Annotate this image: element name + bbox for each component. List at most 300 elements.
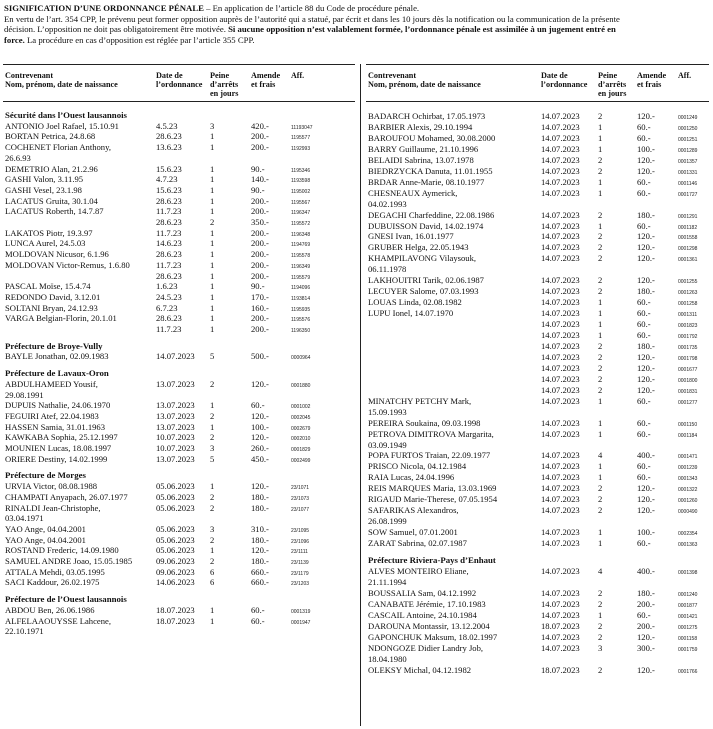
- cell-aff: 1195579: [291, 274, 311, 281]
- cell-peine: 2: [598, 154, 603, 165]
- cell-amende: 180.-: [251, 556, 269, 566]
- cell-aff: 1192993: [291, 146, 311, 153]
- cell-date: 09.06.2023: [156, 556, 195, 566]
- cell-amende: 140.-: [251, 174, 269, 185]
- cell-amende: 60.-: [251, 604, 265, 615]
- table-row: [3, 422, 355, 433]
- cell-aff: 23/1077: [291, 506, 310, 513]
- cell-name: DUBUISSON David, 14.02.1974: [368, 220, 484, 231]
- col-contrevenant: Contrevenant Nom, prénom, date de naissance: [5, 71, 118, 89]
- cell-aff: 0001421: [678, 613, 698, 620]
- cell-name: MOLDOVAN Victor-Remus, 1.6.80: [5, 259, 130, 270]
- cell-amende: 90.-: [251, 281, 265, 292]
- cell-peine: 2: [598, 111, 603, 121]
- cell-date: 15.6.23: [156, 184, 182, 195]
- cell-date: 10.07.2023: [156, 443, 195, 453]
- table-row: [3, 577, 355, 588]
- cell-amende: 310.-: [251, 523, 269, 534]
- cell-peine: 1: [210, 421, 215, 432]
- cell-aff: 1195576: [291, 317, 311, 324]
- cell-peine: 1: [598, 132, 603, 143]
- cell-name: LACATUS Roberth, 14.7.87: [5, 206, 104, 217]
- table-row: [366, 396, 709, 407]
- cell-date: 13.6.23: [156, 142, 182, 153]
- cell-peine: 1: [210, 400, 215, 411]
- cell-date: 14.07.2023: [541, 373, 580, 384]
- cell-name: 03.09.1949: [368, 439, 407, 450]
- cell-aff: 1196347: [291, 210, 311, 217]
- cell-name: DEGACHI Charfeddine, 22.08.1986: [368, 209, 495, 220]
- cell-amende: 60.-: [251, 615, 265, 626]
- cell-aff: 0000490: [678, 509, 698, 516]
- table-row: [3, 260, 355, 271]
- cell-date: 09.06.2023: [156, 566, 195, 577]
- col-peine: Peine d’arrêts en jours: [598, 71, 627, 98]
- cell-aff: 0001331: [678, 169, 698, 176]
- cell-date: 14.07.2023: [541, 450, 580, 461]
- notice-subtitle: – En application de l’article 88 du Code de procédure pénale.: [203, 3, 420, 13]
- cell-date: 14.07.2023: [541, 297, 580, 308]
- cell-amende: 200.-: [251, 142, 269, 153]
- cell-date: 05.06.2023: [156, 534, 195, 545]
- cell-date: 14.07.2023: [541, 275, 580, 286]
- cell-aff: 0002045: [291, 414, 311, 421]
- cell-name: POPA FURTOS Traian, 22.09.1977: [368, 450, 491, 461]
- cell-peine: 2: [598, 340, 603, 351]
- cell-amende: 200.-: [251, 131, 269, 142]
- cell-name: ABDOU Ben, 26.06.1986: [5, 604, 95, 615]
- cell-name: CHAMPATI Anyapach, 26.07.1977: [5, 491, 128, 502]
- table-row: [366, 253, 709, 264]
- table-row: [3, 153, 355, 164]
- cell-peine: 1: [210, 131, 215, 142]
- cell-peine: 2: [598, 242, 603, 253]
- cell-name: 26.08.1999: [368, 516, 407, 527]
- cell-amende: 350.-: [251, 217, 269, 227]
- cell-peine: 1: [598, 461, 603, 472]
- cell-aff: 0001260: [678, 498, 698, 505]
- cell-peine: 1: [210, 545, 215, 556]
- table-row: [366, 242, 709, 253]
- table-row: [366, 440, 709, 451]
- table-row: [366, 264, 709, 275]
- cell-name: HASSEN Samia, 31.01.1963: [5, 421, 106, 432]
- cell-aff: 0001798: [678, 355, 698, 362]
- table-row: [3, 492, 355, 503]
- cell-date: 13.07.2023: [156, 410, 195, 421]
- cell-aff: 0002679: [291, 425, 311, 432]
- cell-peine: 1: [598, 527, 603, 538]
- cell-aff: 0001146: [678, 180, 698, 187]
- cell-name: PASCAL Moïse, 15.4.74: [5, 281, 91, 292]
- table-row: [366, 221, 709, 232]
- cell-peine: 3: [598, 642, 603, 653]
- cell-name: SACI Kaddour, 26.02.1975: [5, 577, 100, 588]
- cell-aff: 0001239: [678, 465, 698, 472]
- table-row: [366, 188, 709, 199]
- cell-aff: 23/1096: [291, 538, 310, 545]
- cell-date: 24.5.23: [156, 291, 182, 302]
- cell-name: PEREIRA Soukaina, 09.03.1998: [368, 417, 481, 428]
- cell-name: GASHI Valon, 3.11.95: [5, 174, 84, 185]
- cell-peine: 1: [210, 163, 215, 174]
- cell-peine: 2: [598, 505, 603, 516]
- cell-name: RIGAUD Marie-Therese, 07.05.1954: [368, 494, 498, 505]
- cell-amende: 90.-: [251, 184, 265, 195]
- cell-name: KAWKABA Sophia, 25.12.1997: [5, 432, 118, 443]
- cell-peine: 1: [598, 297, 603, 308]
- cell-date: 14.07.2023: [541, 631, 580, 642]
- left-column: [3, 64, 355, 637]
- cell-aff: 0002354: [678, 531, 698, 538]
- cell-aff: 0001343: [678, 476, 698, 483]
- cell-peine: 2: [210, 217, 215, 227]
- cell-peine: 3: [210, 120, 215, 131]
- cell-name: Sécurité dans l’Ouest lausannois: [5, 110, 127, 120]
- notice-text-3b: La procédure en cas d’opposition est réglée par l’article 355 CPP.: [24, 34, 255, 45]
- cell-peine: 1: [210, 184, 215, 195]
- cell-date: 14.07.2023: [541, 209, 580, 220]
- cell-date: 14.07.2023: [541, 384, 580, 395]
- table-row: [366, 363, 709, 374]
- table-row: [3, 206, 355, 217]
- cell-aff: 23/1139: [291, 560, 309, 566]
- table-row: [366, 577, 709, 588]
- table-row: [366, 418, 709, 429]
- cell-amende: 200.-: [251, 206, 269, 217]
- table-row: [366, 144, 709, 155]
- cell-date: 14.07.2023: [541, 176, 580, 187]
- cell-date: 4.7.23: [156, 174, 178, 185]
- cell-peine: 2: [598, 598, 603, 609]
- cell-amende: 200.-: [251, 249, 269, 260]
- table-row: [366, 407, 709, 418]
- cell-amende: 180.-: [637, 209, 655, 220]
- cell-peine: 1: [210, 291, 215, 302]
- cell-aff: 23/1073: [291, 495, 310, 502]
- table-row: [366, 199, 709, 210]
- cell-amende: 180.-: [637, 286, 655, 297]
- cell-name: GASHI Vesel, 23.1.98: [5, 184, 82, 195]
- cell-name: LUPU Ionel, 14.07.1970: [368, 308, 454, 319]
- cell-aff: 0001311: [678, 312, 698, 319]
- cell-date: 14.07.2023: [541, 242, 580, 253]
- cell-date: 14.07.2023: [541, 319, 580, 330]
- cell-amende: 60.-: [637, 297, 651, 308]
- cell-name: 29.08.1991: [5, 389, 44, 400]
- cell-amende: 60.-: [637, 330, 651, 340]
- cell-date: 14.07.2023: [541, 609, 580, 620]
- table-row: [366, 330, 709, 341]
- table-row: [3, 481, 355, 492]
- cell-name: VARGA Belgian-Florin, 20.1.01: [5, 313, 117, 324]
- cell-name: REIS MARQUES Maria, 13.03.1969: [368, 483, 497, 494]
- cell-aff: 0001255: [678, 279, 698, 286]
- table-row: [3, 313, 355, 324]
- cell-peine: 1: [598, 395, 603, 406]
- cell-peine: 4: [598, 565, 603, 576]
- table-row: [366, 166, 709, 177]
- cell-peine: 1: [598, 176, 603, 187]
- cell-date: 13.07.2023: [156, 378, 195, 389]
- cell-date: 13.07.2023: [156, 421, 195, 432]
- cell-peine: 5: [210, 351, 215, 362]
- table-row: [366, 231, 709, 242]
- table-row: [366, 599, 709, 610]
- left-column-header: [3, 65, 355, 102]
- cell-date: 14.6.23: [156, 238, 182, 249]
- cell-amende: 60.-: [637, 187, 651, 198]
- section-heading: [3, 110, 355, 121]
- cell-aff: 0001829: [291, 447, 311, 453]
- table-row: [3, 443, 355, 454]
- right-column: [366, 64, 709, 675]
- cell-date: 14.07.2023: [541, 472, 580, 483]
- cell-amende: 400.-: [637, 565, 655, 576]
- cell-peine: 2: [598, 620, 603, 631]
- cell-peine: 2: [598, 373, 603, 384]
- cell-amende: 200.-: [637, 620, 655, 631]
- table-row: [366, 505, 709, 516]
- cell-aff: 0001319: [291, 608, 311, 615]
- cell-date: 28.6.23: [156, 313, 182, 324]
- table-row: [366, 483, 709, 494]
- cell-date: 14.07.2023: [541, 286, 580, 297]
- cell-peine: 1: [210, 227, 215, 238]
- cell-aff: 1196349: [291, 263, 311, 270]
- cell-peine: 1: [210, 174, 215, 185]
- cell-date: 14.07.2023: [541, 132, 580, 143]
- cell-amende: 120.-: [637, 231, 655, 242]
- cell-name: BOUSSALIA Sam, 04.12.1992: [368, 587, 477, 598]
- cell-date: 28.6.23: [156, 270, 182, 281]
- table-row: [366, 643, 709, 654]
- section-heading: [3, 470, 355, 481]
- table-row: [366, 538, 709, 549]
- cell-date: 11.7.23: [156, 324, 182, 334]
- cell-aff: 0001289: [678, 147, 698, 154]
- table-row: [3, 503, 355, 514]
- cell-name: SAMUEL ANDRE Joao, 15.05.1985: [5, 556, 133, 566]
- table-row: [3, 303, 355, 314]
- cell-aff: 1196348: [291, 231, 311, 238]
- cell-amende: 420.-: [251, 120, 269, 131]
- table-row: [3, 174, 355, 185]
- cell-peine: 2: [210, 556, 215, 566]
- cell-name: ROSTAND Frederic, 14.09.1980: [5, 545, 119, 556]
- table-row: [366, 341, 709, 352]
- cell-aff: 0001947: [291, 619, 311, 626]
- cell-name: 22.10.1971: [5, 626, 44, 637]
- cell-name: BIEDRZYCKA Danuta, 11.01.1955: [368, 165, 493, 176]
- cell-amende: 660.-: [251, 566, 269, 577]
- cell-name: YAO Ange, 04.04.2001: [5, 523, 86, 534]
- cell-aff: 0001277: [678, 399, 698, 406]
- cell-name: RINALDI Jean-Christophe,: [5, 502, 101, 513]
- cell-aff: 0001258: [678, 301, 698, 308]
- cell-name: BRDAR Anne-Marie, 08.10.1977: [368, 176, 485, 187]
- cell-amende: 60.-: [637, 538, 651, 549]
- cell-name: PRISCO Nicola, 04.12.1984: [368, 461, 467, 472]
- table-row: [3, 142, 355, 153]
- cell-amende: 200.-: [251, 313, 269, 324]
- cell-aff: 23/1203: [291, 581, 310, 588]
- cell-peine: 5: [210, 453, 215, 464]
- cell-aff: 0001880: [291, 382, 311, 389]
- cell-peine: 1: [598, 187, 603, 198]
- cell-name: YAO Ange, 04.04.2001: [5, 534, 86, 545]
- cell-amende: 120.-: [637, 494, 655, 505]
- cell-name: GRUBER Helga, 22.05.1943: [368, 242, 469, 253]
- cell-amende: 60.-: [637, 461, 651, 472]
- cell-aff: 0001002: [291, 404, 311, 411]
- cell-date: 13.07.2023: [156, 453, 195, 464]
- cell-amende: 120.-: [637, 165, 655, 176]
- cell-name: Préfecture de l’Ouest lausannois: [5, 594, 127, 605]
- cell-date: 14.07.2023: [541, 395, 580, 406]
- cell-amende: 120.-: [637, 154, 655, 165]
- cell-peine: 1: [210, 281, 215, 292]
- table-row: [366, 566, 709, 577]
- notice-text-2a: décision. L’opposition ne doit pas obligatoirement être motivée.: [4, 24, 229, 35]
- cell-amende: 60.-: [251, 400, 265, 411]
- cell-date: 1.6.23: [156, 281, 178, 292]
- cell-amende: 60.-: [637, 220, 651, 231]
- table-row: [366, 122, 709, 133]
- cell-aff: 1195935: [291, 306, 311, 313]
- cell-peine: 2: [598, 231, 603, 242]
- cell-name: 26.6.93: [5, 152, 31, 163]
- cell-amende: 180.-: [637, 340, 655, 351]
- cell-date: 14.07.2023: [541, 154, 580, 165]
- cell-name: MOUNIEN Lucas, 18.08.1997: [5, 443, 112, 453]
- table-row: [366, 319, 709, 330]
- cell-name: 04.02.1993: [368, 198, 407, 209]
- cell-peine: 2: [210, 410, 215, 421]
- cell-peine: 6: [210, 566, 215, 577]
- cell-name: BELAIDI Sabrina, 13.07.1978: [368, 154, 474, 165]
- cell-peine: 2: [598, 286, 603, 297]
- cell-amende: 180.-: [251, 491, 269, 502]
- cell-aff: 1195572: [291, 221, 311, 227]
- cell-date: 14.07.2023: [541, 351, 580, 362]
- cell-aff: 0001298: [678, 246, 698, 253]
- cell-aff: 0001249: [678, 115, 698, 121]
- table-row: [3, 324, 355, 335]
- cell-date: 14.07.2023: [541, 165, 580, 176]
- cell-date: 05.06.2023: [156, 523, 195, 534]
- cell-aff: 1195577: [291, 135, 311, 142]
- cell-name: 21.11.1994: [368, 576, 407, 587]
- cell-amende: 120.-: [637, 111, 655, 121]
- cell-amende: 120.-: [251, 410, 269, 421]
- cell-aff: 0001363: [678, 542, 698, 549]
- cell-peine: 2: [598, 664, 603, 675]
- cell-amende: 120.-: [251, 432, 269, 443]
- cell-amende: 120.-: [637, 253, 655, 264]
- cell-name: ALVES MONTEIRO Eliane,: [368, 565, 469, 576]
- cell-name: 15.09.1993: [368, 406, 407, 417]
- cell-aff: 0001158: [678, 635, 698, 642]
- cell-date: 14.06.2023: [156, 577, 195, 588]
- cell-peine: 1: [210, 481, 215, 492]
- section-heading: [3, 368, 355, 379]
- cell-name: LACATUS Gruita, 30.1.04: [5, 195, 98, 206]
- cell-amende: 120.-: [637, 351, 655, 362]
- cell-amende: 100.-: [251, 421, 269, 432]
- cell-peine: 1: [210, 615, 215, 626]
- cell-date: 14.07.2023: [541, 121, 580, 132]
- cell-aff: 1195002: [291, 188, 311, 195]
- cell-aff: 0001831: [678, 388, 698, 395]
- notice-header: [4, 3, 704, 45]
- cell-aff: 0001251: [678, 136, 698, 143]
- col-date: Date de l’ordonnance: [541, 71, 588, 89]
- cell-name: LUNCA Aurel, 24.5.03: [5, 238, 86, 249]
- cell-amende: 120.-: [251, 545, 269, 556]
- table-row: [3, 281, 355, 292]
- cell-date: 28.6.23: [156, 217, 182, 227]
- cell-peine: 1: [210, 206, 215, 217]
- cell-peine: 1: [598, 472, 603, 483]
- cell-name: 03.04.1971: [5, 513, 44, 524]
- cell-date: 13.07.2023: [156, 400, 195, 411]
- right-column-header: [366, 65, 709, 102]
- notice-text-2b: Si aucune opposition n’est valablement formée, l’ordonnance pénale est assimilée à un jugement entré en: [228, 24, 616, 35]
- cell-peine: 1: [210, 324, 215, 334]
- table-row: [366, 352, 709, 363]
- cell-date: 11.7.23: [156, 206, 182, 217]
- table-row: [366, 654, 709, 665]
- cell-peine: 1: [598, 538, 603, 549]
- table-row: [3, 400, 355, 411]
- cell-aff: 0001558: [678, 235, 698, 242]
- cell-aff: 23/1111: [291, 549, 308, 556]
- cell-aff: 23/1095: [291, 527, 310, 534]
- cell-peine: 3: [210, 523, 215, 534]
- cell-peine: 2: [598, 483, 603, 494]
- cell-name: DAROUNA Montassir, 13.12.2004: [368, 620, 490, 631]
- cell-name: 06.11.1978: [368, 264, 407, 275]
- table-row: [366, 133, 709, 144]
- notice-intro-line: [4, 3, 704, 14]
- cell-aff: 0001250: [678, 125, 698, 132]
- section-heading: [366, 555, 709, 566]
- cell-aff: 0002499: [291, 457, 311, 464]
- cell-aff: 0001766: [678, 668, 698, 675]
- cell-amende: 120.-: [637, 242, 655, 253]
- cell-date: 18.07.2023: [541, 664, 580, 675]
- cell-date: 28.6.23: [156, 249, 182, 260]
- cell-aff: 0001275: [678, 624, 698, 631]
- cell-date: 05.06.2023: [156, 491, 195, 502]
- cell-name: CHESNEAUX Aymerick,: [368, 187, 458, 198]
- cell-date: 14.07.2023: [541, 330, 580, 340]
- table-row: [366, 385, 709, 396]
- table-row: [3, 121, 355, 132]
- table-row: [366, 297, 709, 308]
- cell-peine: 1: [598, 609, 603, 620]
- cell-name: SOW Samuel, 07.01.2001: [368, 527, 458, 538]
- cell-peine: 2: [598, 587, 603, 598]
- cell-name: REDONDO David, 3.12.01: [5, 291, 101, 302]
- cell-aff: 1195346: [291, 167, 311, 174]
- cell-name: URVIA Victor, 08.08.1988: [5, 481, 98, 492]
- cell-amende: 120.-: [637, 505, 655, 516]
- cell-amende: 660.-: [251, 577, 269, 588]
- cell-amende: 400.-: [637, 450, 655, 461]
- cell-name: ZARAT Sabrina, 02.07.1987: [368, 538, 467, 549]
